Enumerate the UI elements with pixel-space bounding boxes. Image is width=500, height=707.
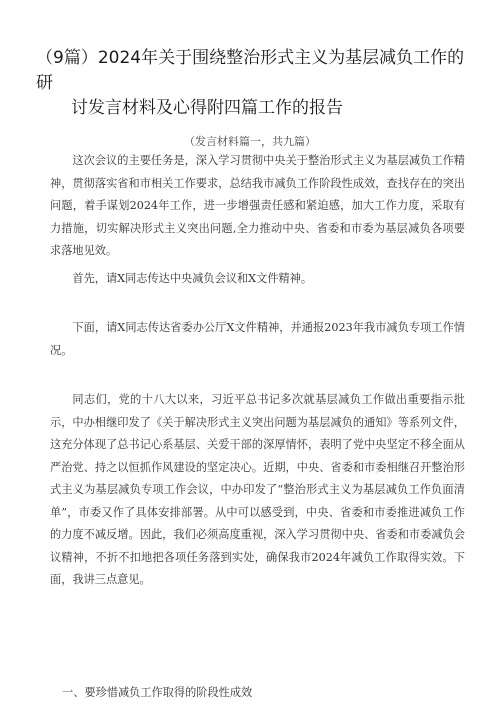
paragraph-first: 首先，请X同志传达中央减负会议和X文件精神。 [72, 272, 313, 285]
paragraph-intro: 这次会议的主要任务是，深入学习贯彻中央关于整治形式主义为基层减负工作精神，贯彻落实省和市相关工作要求，总结我市减负工作阶段性成效，查找存在的突出问题，着手谋划2024年工作，进一步增强责任感和紧迫感，加大工作力度，采取有力措施，切实解决形式主义突出问题,全力推动中央、省委和市委为基层减负各项要求落地见效。 [50, 154, 465, 257]
document-subtitle: （发言材料篇一，共九篇） [184, 135, 316, 148]
title-line-2: 讨发言材料及心得附四篇工作的报告 [71, 98, 343, 118]
paragraph-next: 下面，请X同志传达省委办公厅X文件精神，并通报2023年我市减负专项工作情况。 [50, 321, 465, 357]
section-heading-1: 一、要珍惜减负工作取得的阶段性成效 [62, 686, 253, 699]
document-title [36, 46, 476, 121]
title-line-1: （9篇）2024年关于围绕整治形式主义为基层减负工作的研 [36, 48, 465, 93]
paragraph-comrades: 同志们，党的十八大以来，习近平总书记多次就基层减负工作做出重要指示批示，中办相继印发了《关于解决形式主义突出问题为基层减负的通知》等系列文件，这充分体现了总书记心系基层、关爱干部的深厚情怀，表明了党中央坚定不移全面从严治党、持之以恒抓作风建设的坚定决心。近期，中央、省委和市委相继召开整治形式主义为基层减负专项工作会议，中办印发了“整治形式主义为基层减负工作负面清单”，市委又作了具体安排部署。从中可以感受到，中央、省委和市委推进减负工作的力度不减反增。因此，我们必须高度重视，深入学习贯彻中央、省委和市委减负会议精神，不折不扣地把各项任务落到实处，确保我市2024年减负工作取得实效。下面，我讲三点意见。 [50, 393, 465, 586]
